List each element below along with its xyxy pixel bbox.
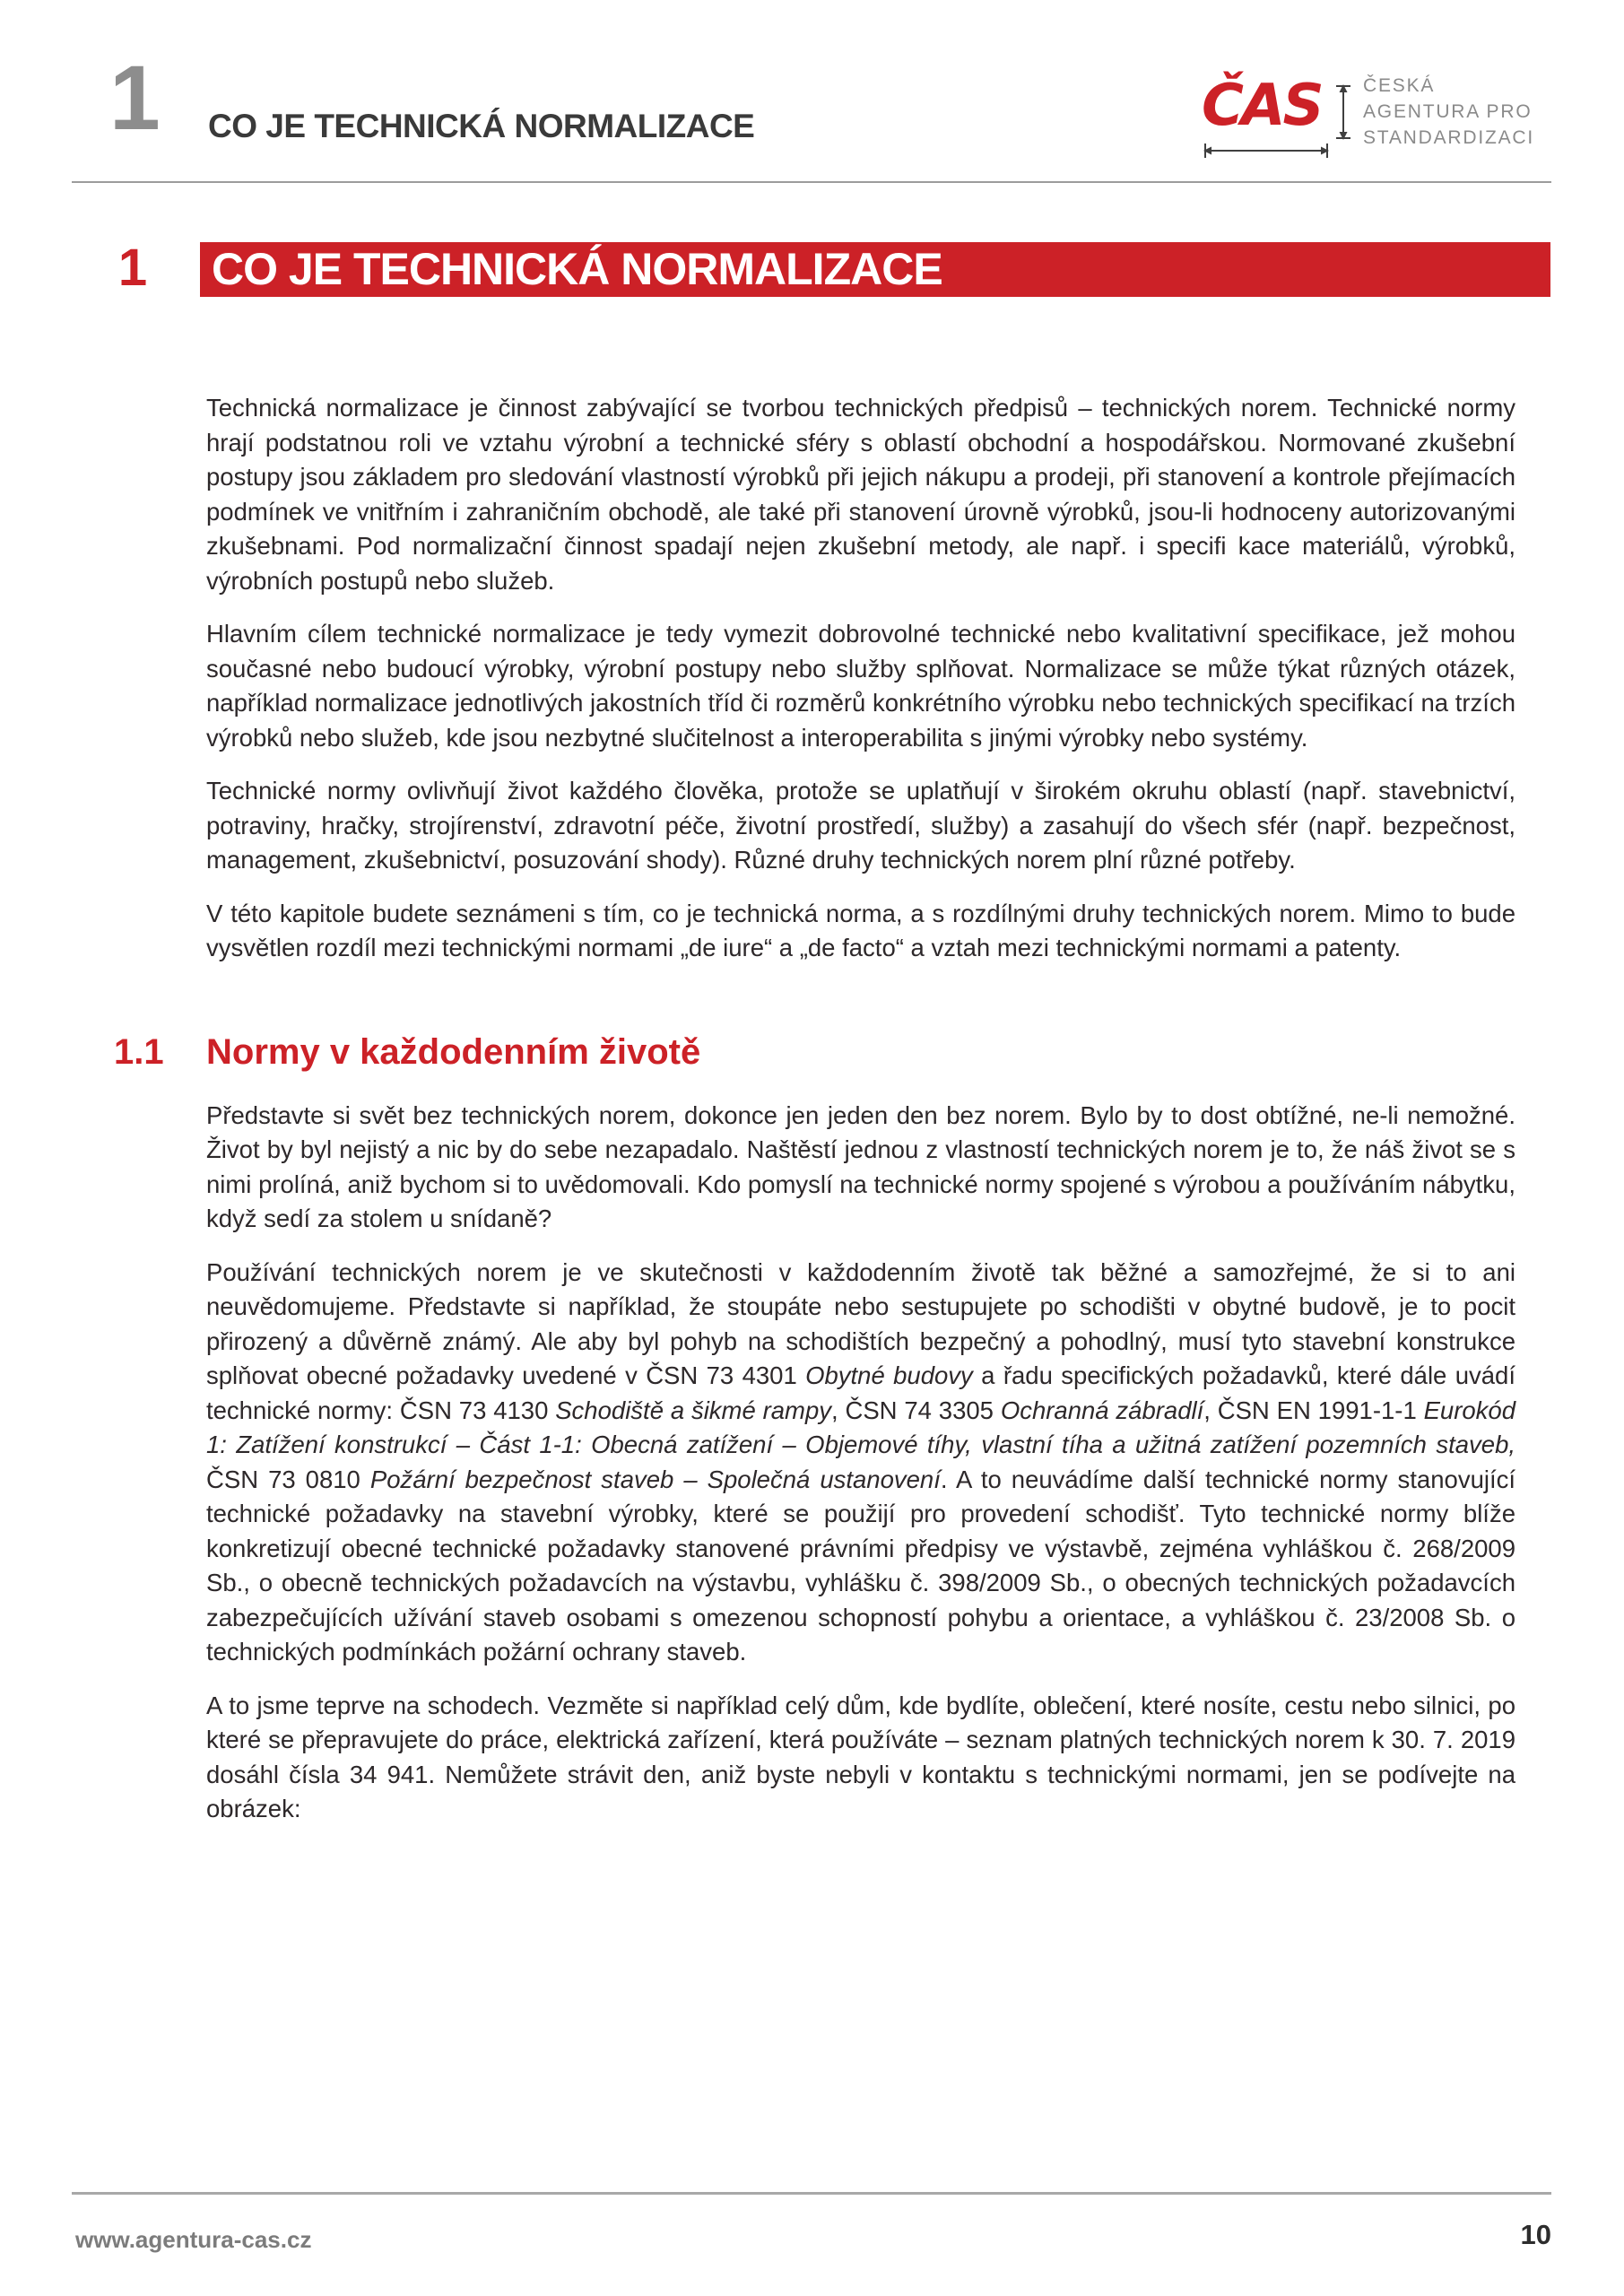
section-number: 1 [117,239,148,297]
paragraph-7: A to jsme teprve na schodech. Vezměte si například celý dům, kde bydlíte, oblečení, které nosíte, cestu nebo silnici, po které se přepravujete do práce, elektrická zařízení, která používáte – seznam platných technických norem k 30. 7. 2019 dosáhl čísla 34 941. Nemůžete strávit den, aniž byste nebyli v kontaktu s technickými normami, jen se podívejte na obrázek: [206,1691,1515,1822]
running-title: CO JE TECHNICKÁ NORMALIZACE [208,108,755,144]
body-content [114,391,1516,1846]
header-rule [72,181,1551,183]
cas-wordmark-text: ČAS [1202,73,1322,139]
subsection-heading [114,1031,1515,1074]
paragraph-2: Hlavním cílem technické normalizace je tedy vymezit dobrovolné technické nebo kvalitativní specifikace, jež mohou současné nebo budoucí výrobky, výrobní postupy nebo služby splňovat. Normalizace se může týkat různých otázek, například normalizace jednotlivých jakostních tříd či rozměrů konkrétního výrobku nebo technických specifikací na trzích výrobků nebo služeb, kde jsou nezbytné slučitelnost a interoperabilita s jinými výrobky nebo systémy. [206,620,1515,752]
logo-org-name [1363,73,1534,151]
page-number: 10 [1520,2219,1551,2250]
dimension-arrow-horizontal-icon [1203,144,1329,158]
logo-org-line: ČESKÁ [1363,74,1436,96]
dimension-arrow-vertical-icon [1336,84,1350,140]
paragraph-5: Představte si svět bez technických norem, dokonce jen jeden den bez norem. Bylo by to dost obtížné, ne-li nemožné. Život by byl nejistý a nic by do sebe nezapadalo. Naštěstí jednou z vlastností technických norem je to, že náš život se s nimi prolíná, aniž bychom si to uvědomovali. Kdo pomyslí na technické normy spojené s výrobou a používáním nábytku, když sedí za stolem u snídaně? [206,1100,1515,1232]
section-title-banner [200,242,1550,297]
cas-wordmark [1202,70,1336,152]
paragraph-6: Používání technických norem je ve skutečnosti v každodenním životě tak běžné a samozřejmé, že si to ani neuvědomujeme. Představte si například, že stoupáte nebo sestupujete po schodišti v obytné budově, je to pocit přirozený a důvěrně známý. Ale aby byl pohyb na schodištích bezpečný a pohodlný, musí tyto stavební konstrukce splňovat obecné požadavky uvedené v ČSN 73 4301 Obytné budovy a řadu specifických požadavků, které dále uvádí technické normy: ČSN 73 4130 Schodiště a šikmé rampy, ČSN 74 3305 Ochranná zábradlí, ČSN EN 1991-1-1 Eurokód 1: Zatížení konstrukcí – Část 1-1: Obecná zatížení – Objemové tíhy, vlastní tíha a užitná zatížení pozemních staveb, ČSN 73 0810 Požární bezpečnost staveb – Společná ustanovení. A to neuvádíme další technické normy stanovující technické požadavky na stavební výrobky, které se použijí pro provedení schodišť. Tyto technické normy blíže konkretizují obecné technické požadavky stanovené právními předpisy ve výstavbě, zejména vyhláškou č. 268/2009 Sb., o obecně technických požadavcích na výstavbu, vyhlášku č. 398/2009 Sb., o obecných technických požadavcích zabezpečujících užívání staveb osobami s omezenou schopností pohybu a orientace, a vyhláškou č. 23/2008 Sb. o technických podmínkách požární ochrany staveb. [206,1257,1516,1665]
paragraph-3: Technické normy ovlivňují život každého člověka, protože se uplatňují v širokém okruhu oblastí (např. stavebnictví, potraviny, hračky, strojírenství, zdravotní péče, životní prostředí, služby) a zasahují do všech sfér (např. bezpečnost, management, zkušebnictví, posuzování shody). Různé druhy technických norem plní různé potřeby. [206,777,1515,874]
subsection-title: Normy v každodenním životě [206,1031,701,1072]
subsection-number: 1.1 [114,1031,164,1072]
section-title: CO JE TECHNICKÁ NORMALIZACE [212,244,942,294]
cas-logo [1202,70,1534,152]
footer-website: www.agentura-cas.cz [75,2226,312,2253]
chapter-numeral: 1 [109,47,161,149]
logo-org-line: AGENTURA PRO [1363,100,1533,122]
logo-org-line: STANDARDIZACI [1363,126,1535,148]
footer-rule [72,2192,1551,2195]
paragraph-4: V této kapitole budete seznámeni s tím, co je technická norma, a s rozdílnými druhy technických norem. Mimo to bude vysvětlen rozdíl mezi technickými normami „de iure“ a „de facto“ a vztah mezi technickými normami a patenty. [206,899,1515,961]
paragraph-1: Technická normalizace je činnost zabývající se tvorbou technických předpisů – technických norem. Technické normy hrají podstatnou roli ve vztahu výrobní a technické sféry s oblastí obchodní a hospodářskou. Normované zkušební postupy jsou základem pro sledování vlastností výrobků při jejich nákupu a prodeji, při stanovení a kontrole přejímacích podmínek ve vnitřním i zahraničním obchodě, ale také při stanovení úrovně výrobků, jsou-li hodnoceny autorizovanými zkušebnami. Pod normalizační činnost spadají nejen zkušební metody, ale např. i specifi kace materiálů, výrobků, výrobních postupů nebo služeb. [206,394,1515,595]
